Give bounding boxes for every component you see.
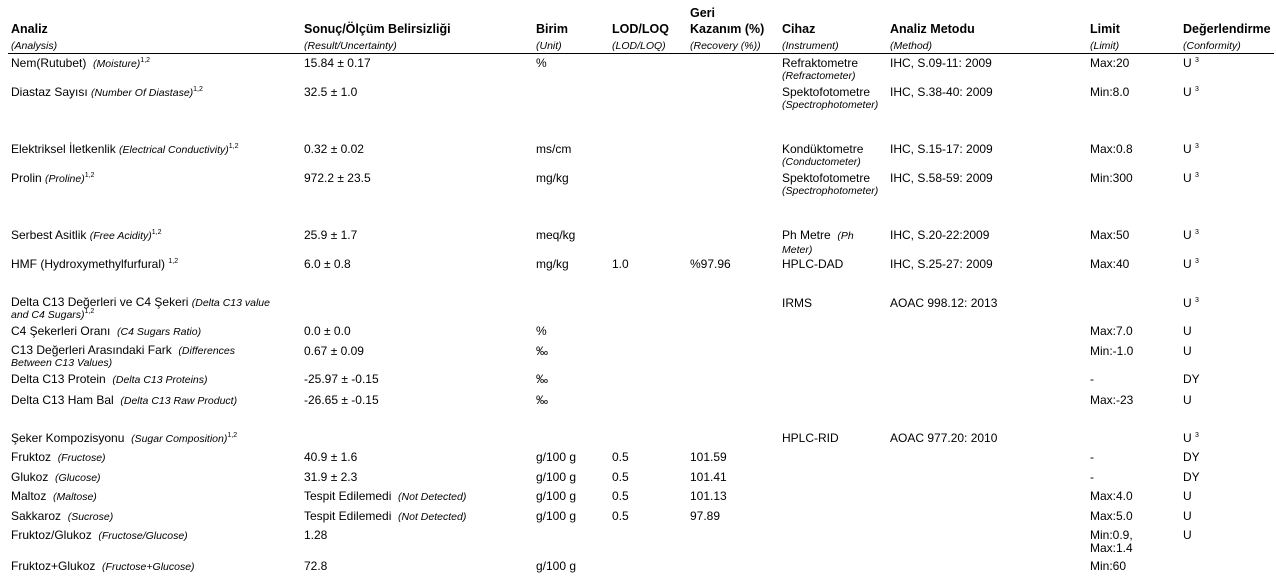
conformity-cell: U $^3$: [1183, 171, 1199, 185]
result-cell: 0.32 ± 0.02: [304, 142, 364, 156]
unit-cell: g/100 g: [536, 470, 577, 484]
header-analysis: Analiz: [11, 22, 48, 36]
analysis-cell: HMF (Hydroxymethylfurfural) $^{1,2}$: [11, 257, 179, 271]
lod-cell: 0.5: [612, 470, 629, 484]
instrument-cell: HPLC-RID: [782, 431, 839, 445]
header-method-en: (Method): [890, 40, 933, 52]
result-cell: 0.67 ± 0.09: [304, 344, 364, 358]
analysis-cell: Fruktoz+Glukoz (Fructose+Glucose): [11, 559, 195, 573]
limit-cell: -: [1090, 450, 1094, 464]
unit-cell: %: [536, 324, 547, 338]
conformity-cell: U $^3$: [1183, 431, 1199, 445]
limit-cell: Max:4.0: [1090, 489, 1133, 503]
result-cell: 0.0 ± 0.0: [304, 324, 351, 338]
instrument-cell: Spektofotometre (Spectrophotometer): [782, 171, 879, 197]
limit-cell: -: [1090, 470, 1094, 484]
analysis-cell: Fruktoz (Fructose): [11, 450, 106, 464]
recovery-cell: %97.96: [690, 257, 731, 271]
analysis-cell: Serbest Asitlik (Free Acidity)$^{1,2}$: [11, 228, 162, 242]
method-cell: IHC, S.09-11: 2009: [890, 56, 992, 70]
header-limit: Limit: [1090, 22, 1120, 36]
result-cell: 32.5 ± 1.0: [304, 85, 358, 99]
analysis-cell: Delta C13 Protein (Delta C13 Proteins): [11, 372, 208, 386]
limit-cell: -: [1090, 372, 1094, 386]
analysis-cell: Delta C13 Ham Bal (Delta C13 Raw Product): [11, 393, 238, 407]
result-cell: 25.9 ± 1.7: [304, 228, 358, 242]
conformity-cell: U $^3$: [1183, 228, 1199, 242]
recovery-cell: 101.41: [690, 470, 727, 484]
result-cell: 1.28: [304, 528, 328, 542]
analysis-cell: Elektriksel İletkenlik (Electrical Conductivity)$^{1,2}$: [11, 142, 239, 156]
header-instrument: Cihaz: [782, 22, 816, 36]
unit-cell: ‰: [536, 393, 548, 407]
header-lod-en: (LOD/LOQ): [612, 40, 666, 52]
result-cell: 972.2 ± 23.5: [304, 171, 371, 185]
header-unit-en: (Unit): [536, 40, 562, 52]
conformity-cell: U $^3$: [1183, 296, 1199, 310]
header-unit: Birim: [536, 22, 568, 36]
result-cell: 40.9 ± 1.6: [304, 450, 358, 464]
conformity-cell: U: [1183, 344, 1192, 358]
method-cell: IHC, S.25-27: 2009: [890, 257, 993, 271]
unit-cell: g/100 g: [536, 559, 577, 573]
lod-cell: 0.5: [612, 489, 629, 503]
analysis-cell: C4 Şekerleri Oranı (C4 Sugars Ratio): [11, 324, 202, 338]
conformity-cell: DY: [1183, 450, 1200, 464]
analysis-cell: Sakkaroz (Sucrose): [11, 509, 114, 523]
analysis-cell: Fruktoz/Glukoz (Fructose/Glucose): [11, 528, 188, 542]
method-cell: AOAC 977.20: 2010: [890, 431, 998, 445]
result-cell: -26.65 ± -0.15: [304, 393, 379, 407]
unit-cell: meq/kg: [536, 228, 576, 242]
conformity-cell: U $^3$: [1183, 142, 1199, 156]
analysis-cell: Glukoz (Glucose): [11, 470, 101, 484]
unit-cell: mg/kg: [536, 171, 569, 185]
analysis-cell: Diastaz Sayısı (Number Of Diastase)$^{1,2}$: [11, 85, 203, 99]
limit-cell: Max:50: [1090, 228, 1130, 242]
header-recovery-en: (Recovery (%)): [690, 40, 761, 52]
instrument-cell: Kondüktometre (Conductometer): [782, 142, 864, 168]
header-recovery-1: Geri: [690, 6, 716, 20]
conformity-cell: U: [1183, 528, 1192, 542]
analysis-cell: Delta C13 Değerleri ve C4 Şekeri (Delta C13 value and C4 Sugars)$^{1,2}$: [11, 295, 270, 321]
header-method: Analiz Metodu: [890, 22, 975, 36]
limit-cell: Min:8.0: [1090, 85, 1130, 99]
header-instrument-en: (Instrument): [782, 40, 839, 52]
analysis-cell: Nem(Rutubet) (Moisture)$^{1,2}$: [11, 56, 151, 70]
limit-cell: Min:-1.0: [1090, 344, 1134, 358]
header-result: Sonuç/Ölçüm Belirsizliği: [304, 22, 451, 36]
instrument-cell: HPLC-DAD: [782, 257, 844, 271]
lod-cell: 0.5: [612, 450, 629, 464]
header-lod: LOD/LOQ: [612, 22, 669, 36]
conformity-cell: DY: [1183, 372, 1200, 386]
analysis-cell: Prolin (Proline)$^{1,2}$: [11, 171, 95, 185]
recovery-cell: 101.59: [690, 450, 727, 464]
unit-cell: ‰: [536, 372, 548, 386]
conformity-cell: U: [1183, 393, 1192, 407]
conformity-cell: U: [1183, 489, 1192, 503]
method-cell: IHC, S.20-22:2009: [890, 228, 990, 242]
conformity-cell: DY: [1183, 470, 1200, 484]
instrument-cell: Spektofotometre (Spectrophotometer): [782, 85, 879, 111]
recovery-cell: 97.89: [690, 509, 721, 523]
result-cell: 6.0 ± 0.8: [304, 257, 351, 271]
lod-cell: 0.5: [612, 509, 629, 523]
instrument-cell: IRMS: [782, 296, 812, 310]
analysis-cell: Maltoz (Maltose): [11, 489, 97, 503]
limit-cell: Max:20: [1090, 56, 1130, 70]
conformity-cell: U $^3$: [1183, 56, 1199, 70]
unit-cell: %: [536, 56, 547, 70]
method-cell: IHC, S.38-40: 2009: [890, 85, 993, 99]
result-cell: Tespit Edilemedi (Not Detected): [304, 489, 467, 503]
unit-cell: mg/kg: [536, 257, 569, 271]
result-cell: 72.8: [304, 559, 328, 573]
conformity-cell: U $^3$: [1183, 257, 1199, 271]
conformity-cell: U: [1183, 509, 1192, 523]
header-recovery-2: Kazanım (%): [690, 22, 765, 36]
limit-cell: Max:-23: [1090, 393, 1134, 407]
unit-cell: g/100 g: [536, 450, 577, 464]
result-cell: -25.97 ± -0.15: [304, 372, 379, 386]
result-cell: 15.84 ± 0.17: [304, 56, 371, 70]
header-result-en: (Result/Uncertainty): [304, 40, 397, 52]
unit-cell: g/100 g: [536, 509, 577, 523]
unit-cell: ‰: [536, 344, 548, 358]
header-conformity: Değerlendirme: [1183, 22, 1271, 36]
result-cell: 31.9 ± 2.3: [304, 470, 358, 484]
limit-cell: Max:5.0: [1090, 509, 1133, 523]
method-cell: IHC, S.58-59: 2009: [890, 171, 993, 185]
method-cell: IHC, S.15-17: 2009: [890, 142, 993, 156]
lod-cell: 1.0: [612, 257, 629, 271]
limit-cell: Min:0.9, Max:1.4: [1090, 528, 1133, 555]
limit-cell: Max:40: [1090, 257, 1130, 271]
recovery-cell: 101.13: [690, 489, 727, 503]
limit-cell: Min:300: [1090, 171, 1133, 185]
analysis-cell: Şeker Kompozisyonu (Sugar Composition)$^{1,2}$: [11, 431, 238, 445]
unit-cell: ms/cm: [536, 142, 572, 156]
conformity-cell: U: [1183, 324, 1192, 338]
analysis-cell: C13 Değerleri Arasındaki Fark (Differences Between C13 Values): [11, 343, 236, 369]
method-cell: AOAC 998.12: 2013: [890, 296, 998, 310]
instrument-cell: Refraktometre (Refractometer): [782, 56, 859, 82]
header-divider: [8, 53, 1274, 54]
conformity-cell: U $^3$: [1183, 85, 1199, 99]
unit-cell: g/100 g: [536, 489, 577, 503]
header-conformity-en: (Conformity): [1183, 40, 1241, 52]
instrument-cell: Ph Metre (Ph Meter): [782, 228, 854, 256]
header-analysis-en: (Analysis): [11, 40, 58, 52]
result-cell: Tespit Edilemedi (Not Detected): [304, 509, 467, 523]
limit-cell: Min:60: [1090, 559, 1127, 573]
limit-cell: Max:0.8: [1090, 142, 1133, 156]
header-limit-en: (Limit): [1090, 40, 1120, 52]
limit-cell: Max:7.0: [1090, 324, 1133, 338]
